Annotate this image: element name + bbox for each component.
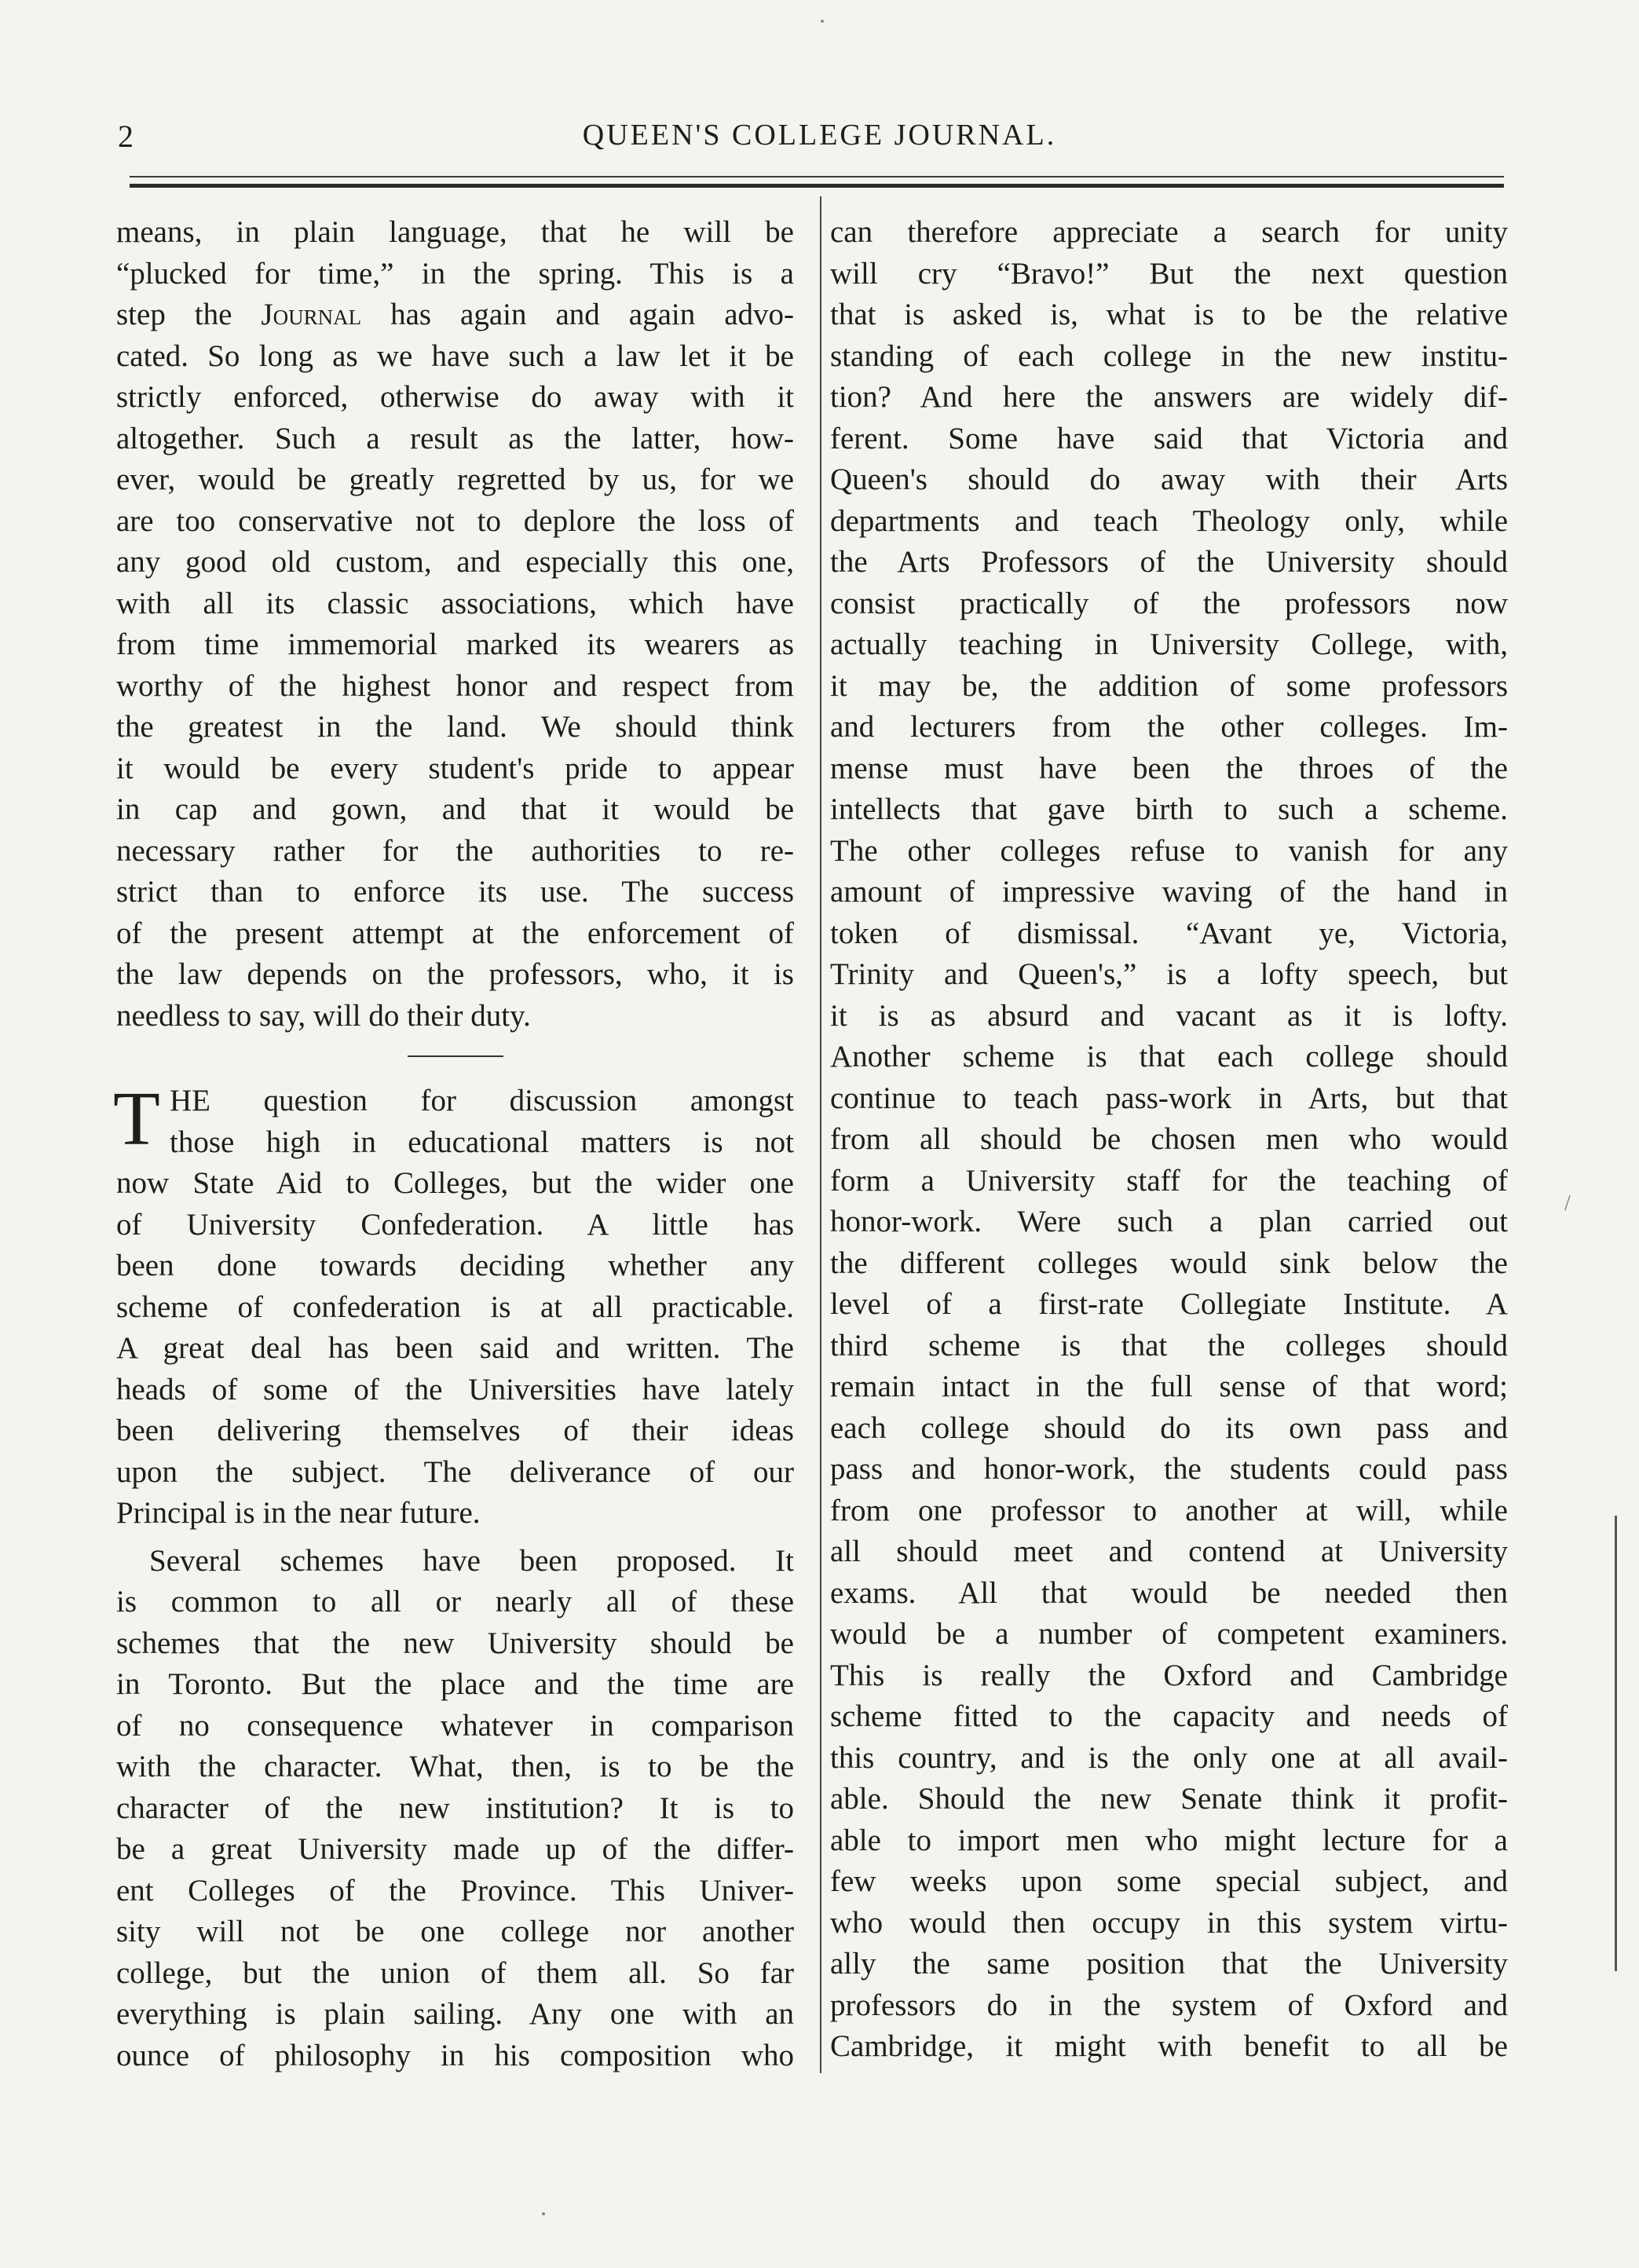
text-line: can therefore appreciate a search for unity <box>830 215 1508 249</box>
right-column <box>830 212 1508 2068</box>
margin-mark: / <box>1564 1191 1571 1216</box>
text-line: of the present attempt at the enforcement of <box>116 916 794 950</box>
text-line: sity will not be one college nor another <box>116 1915 794 1948</box>
scan-speck <box>821 20 824 23</box>
text-line: few weeks upon some special subject, and <box>830 1864 1508 1898</box>
text-line: departments and teach Theology only, while <box>830 503 1508 538</box>
text-line: with all its classic associations, which have <box>116 586 794 620</box>
text-line: ever, would be greatly regretted by us, for we <box>116 463 794 496</box>
text-line: tion? And here the answers are widely dif- <box>830 380 1508 414</box>
text-line: mense must have been the throes of the <box>830 751 1508 785</box>
text-line: means, in plain language, that he will be <box>116 215 794 249</box>
text-line: been delivering themselves of their ideas <box>116 1414 794 1447</box>
text-line: standing of each college in the new institu- <box>830 338 1508 373</box>
text-line: are too conservative not to deplore the loss of <box>116 503 794 538</box>
text-line: be a great University made up of the differ- <box>116 1832 794 1866</box>
text-line: with the character. What, then, is to be the <box>116 1750 794 1783</box>
text-line: Another scheme is that each college should <box>830 1040 1508 1074</box>
text-line: from all should be chosen men who would <box>830 1122 1508 1156</box>
text-line: of University Confederation. A little has <box>116 1207 794 1242</box>
text-line: ounce of philosophy in his composition who <box>116 2038 794 2072</box>
text-line: needless to say, will do their duty. <box>116 998 531 1033</box>
text-line: Principal is in the near future. <box>116 1496 481 1530</box>
text-line: A great deal has been said and written. The <box>116 1331 794 1365</box>
text-line: strictly enforced, otherwise do away with it <box>116 380 794 414</box>
text-line: exams. All that would be needed then <box>830 1575 1508 1610</box>
text-line: this country, and is the only one at all avail- <box>830 1740 1508 1775</box>
text-line: Queen's should do away with their Arts <box>830 463 1508 496</box>
text-line: schemes that the new University should be <box>116 1626 794 1660</box>
text-line: heads of some of the Universities have lately <box>116 1372 794 1407</box>
text-line: altogether. Such a result as the latter, how- <box>116 421 794 455</box>
text-line: remain intact in the full sense of that word; <box>830 1370 1508 1403</box>
text-fragment: step the <box>116 298 262 331</box>
journal-word: Journal <box>261 298 362 331</box>
text-line: who would then occupy in this system virtu- <box>830 1905 1508 1940</box>
scan-edge-line <box>1615 1516 1617 1971</box>
text-line: scheme fitted to the capacity and needs of <box>830 1699 1508 1733</box>
text-line: college, but the union of them all. So far <box>116 1955 794 1990</box>
text-line: ally the same position that the University <box>830 1947 1508 1981</box>
text-line: HE question for discussion amongst <box>170 1084 794 1118</box>
text-line: any good old custom, and especially this one, <box>116 545 794 579</box>
text-line: intellects that gave birth to such a scheme. <box>830 792 1508 826</box>
text-line: it may be, the addition of some professors <box>830 668 1508 703</box>
text-line: would be a number of competent examiners. <box>830 1617 1508 1651</box>
text-line: in cap and gown, and that it would be <box>116 792 794 826</box>
text-line: honor-work. Were such a plan carried out <box>830 1205 1508 1238</box>
text-line: all should meet and contend at University <box>830 1535 1508 1568</box>
text-line: scheme of confederation is at all practicable. <box>116 1289 794 1324</box>
text-line: level of a first-rate Collegiate Institute. A <box>830 1287 1508 1321</box>
text-line: the law depends on the professors, who, it is <box>116 957 794 991</box>
text-line: is common to all or nearly all of these <box>116 1585 794 1619</box>
text-line: amount of impressive waving of the hand in <box>830 875 1508 909</box>
text-line: upon the subject. The deliverance of our <box>116 1454 794 1489</box>
paragraph-gap <box>116 1535 794 1541</box>
text-line: continue to teach pass-work in Arts, but that <box>830 1081 1508 1115</box>
page-number: 2 <box>118 119 134 154</box>
text-line: able to import men who might lecture for a <box>830 1823 1508 1857</box>
text-line: those high in educational matters is not <box>170 1125 794 1159</box>
text-line: professors do in the system of Oxford and <box>830 1988 1508 2022</box>
header-rule-thick <box>130 184 1504 188</box>
scan-speck <box>542 2212 545 2215</box>
text-line: The other colleges refuse to vanish for any <box>830 833 1508 868</box>
text-line: Several schemes have been proposed. It <box>149 1543 794 1578</box>
text-line: form a University staff for the teaching of <box>830 1163 1508 1198</box>
text-line: cated. So long as we have such a law let it be <box>116 338 794 373</box>
text-line: pass and honor-work, the students could pass <box>830 1452 1508 1486</box>
text-line: in Toronto. But the place and the time are <box>116 1667 794 1701</box>
text-line: now State Aid to Colleges, but the wider one <box>116 1166 794 1200</box>
text-line: “plucked for time,” in the spring. This is a <box>116 256 794 291</box>
text-line: been done towards deciding whether any <box>116 1249 794 1282</box>
text-line: everything is plain sailing. Any one with an <box>116 1997 794 2031</box>
text-line: able. Should the new Senate think it profit- <box>830 1782 1508 1816</box>
text-line: it would be every student's pride to appear <box>116 751 794 785</box>
text-line: will cry “Bravo!” But the next question <box>830 256 1508 291</box>
text-line: consist practically of the professors now <box>830 586 1508 620</box>
text-line: from time immemorial marked its wearers as <box>116 627 794 661</box>
section-separator <box>408 1055 503 1057</box>
text-line: actually teaching in University College, with, <box>830 627 1508 661</box>
text-line: This is really the Oxford and Cambridge <box>830 1658 1508 1692</box>
text-line: worthy of the highest honor and respect from <box>116 668 794 703</box>
text-line: Trinity and Queen's,” is a lofty speech, but <box>830 957 1508 991</box>
text-line: the Arts Professors of the University should <box>830 545 1508 579</box>
header-rule-thin <box>130 176 1504 177</box>
dropcap-paragraph <box>113 1077 794 1163</box>
text-fragment: has again and again advo- <box>361 298 794 331</box>
column-divider <box>820 196 821 2073</box>
text-line: that is asked is, what is to be the relative <box>830 298 1508 331</box>
text-line: necessary rather for the authorities to re- <box>116 833 794 868</box>
left-column <box>113 212 794 2076</box>
text-line: and lecturers from the other colleges. Im- <box>830 710 1508 744</box>
text-line: ent Colleges of the Province. This Univer- <box>116 1873 794 1908</box>
text-line: ferent. Some have said that Victoria and <box>830 421 1508 455</box>
text-line: Cambridge, it might with benefit to all be <box>830 2029 1508 2063</box>
text-line: it is as absurd and vacant as it is lofty. <box>830 998 1508 1033</box>
text-line <box>116 294 794 336</box>
dropcap-letter: T <box>113 1077 160 1161</box>
text-line: of no consequence whatever in comparison <box>116 1708 794 1743</box>
text-line: token of dismissal. “Avant ye, Victoria, <box>830 916 1508 950</box>
text-line: strict than to enforce its use. The success <box>116 875 794 909</box>
running-title: QUEEN'S COLLEGE JOURNAL. <box>582 119 1057 152</box>
text-line: character of the new institution? It is to <box>116 1791 794 1825</box>
text-line: from one professor to another at will, while <box>830 1493 1508 1527</box>
text-line: third scheme is that the colleges should <box>830 1328 1508 1363</box>
text-line: each college should do its own pass and <box>830 1410 1508 1445</box>
text-line: the different colleges would sink below the <box>830 1246 1508 1280</box>
text-line: the greatest in the land. We should think <box>116 710 794 744</box>
